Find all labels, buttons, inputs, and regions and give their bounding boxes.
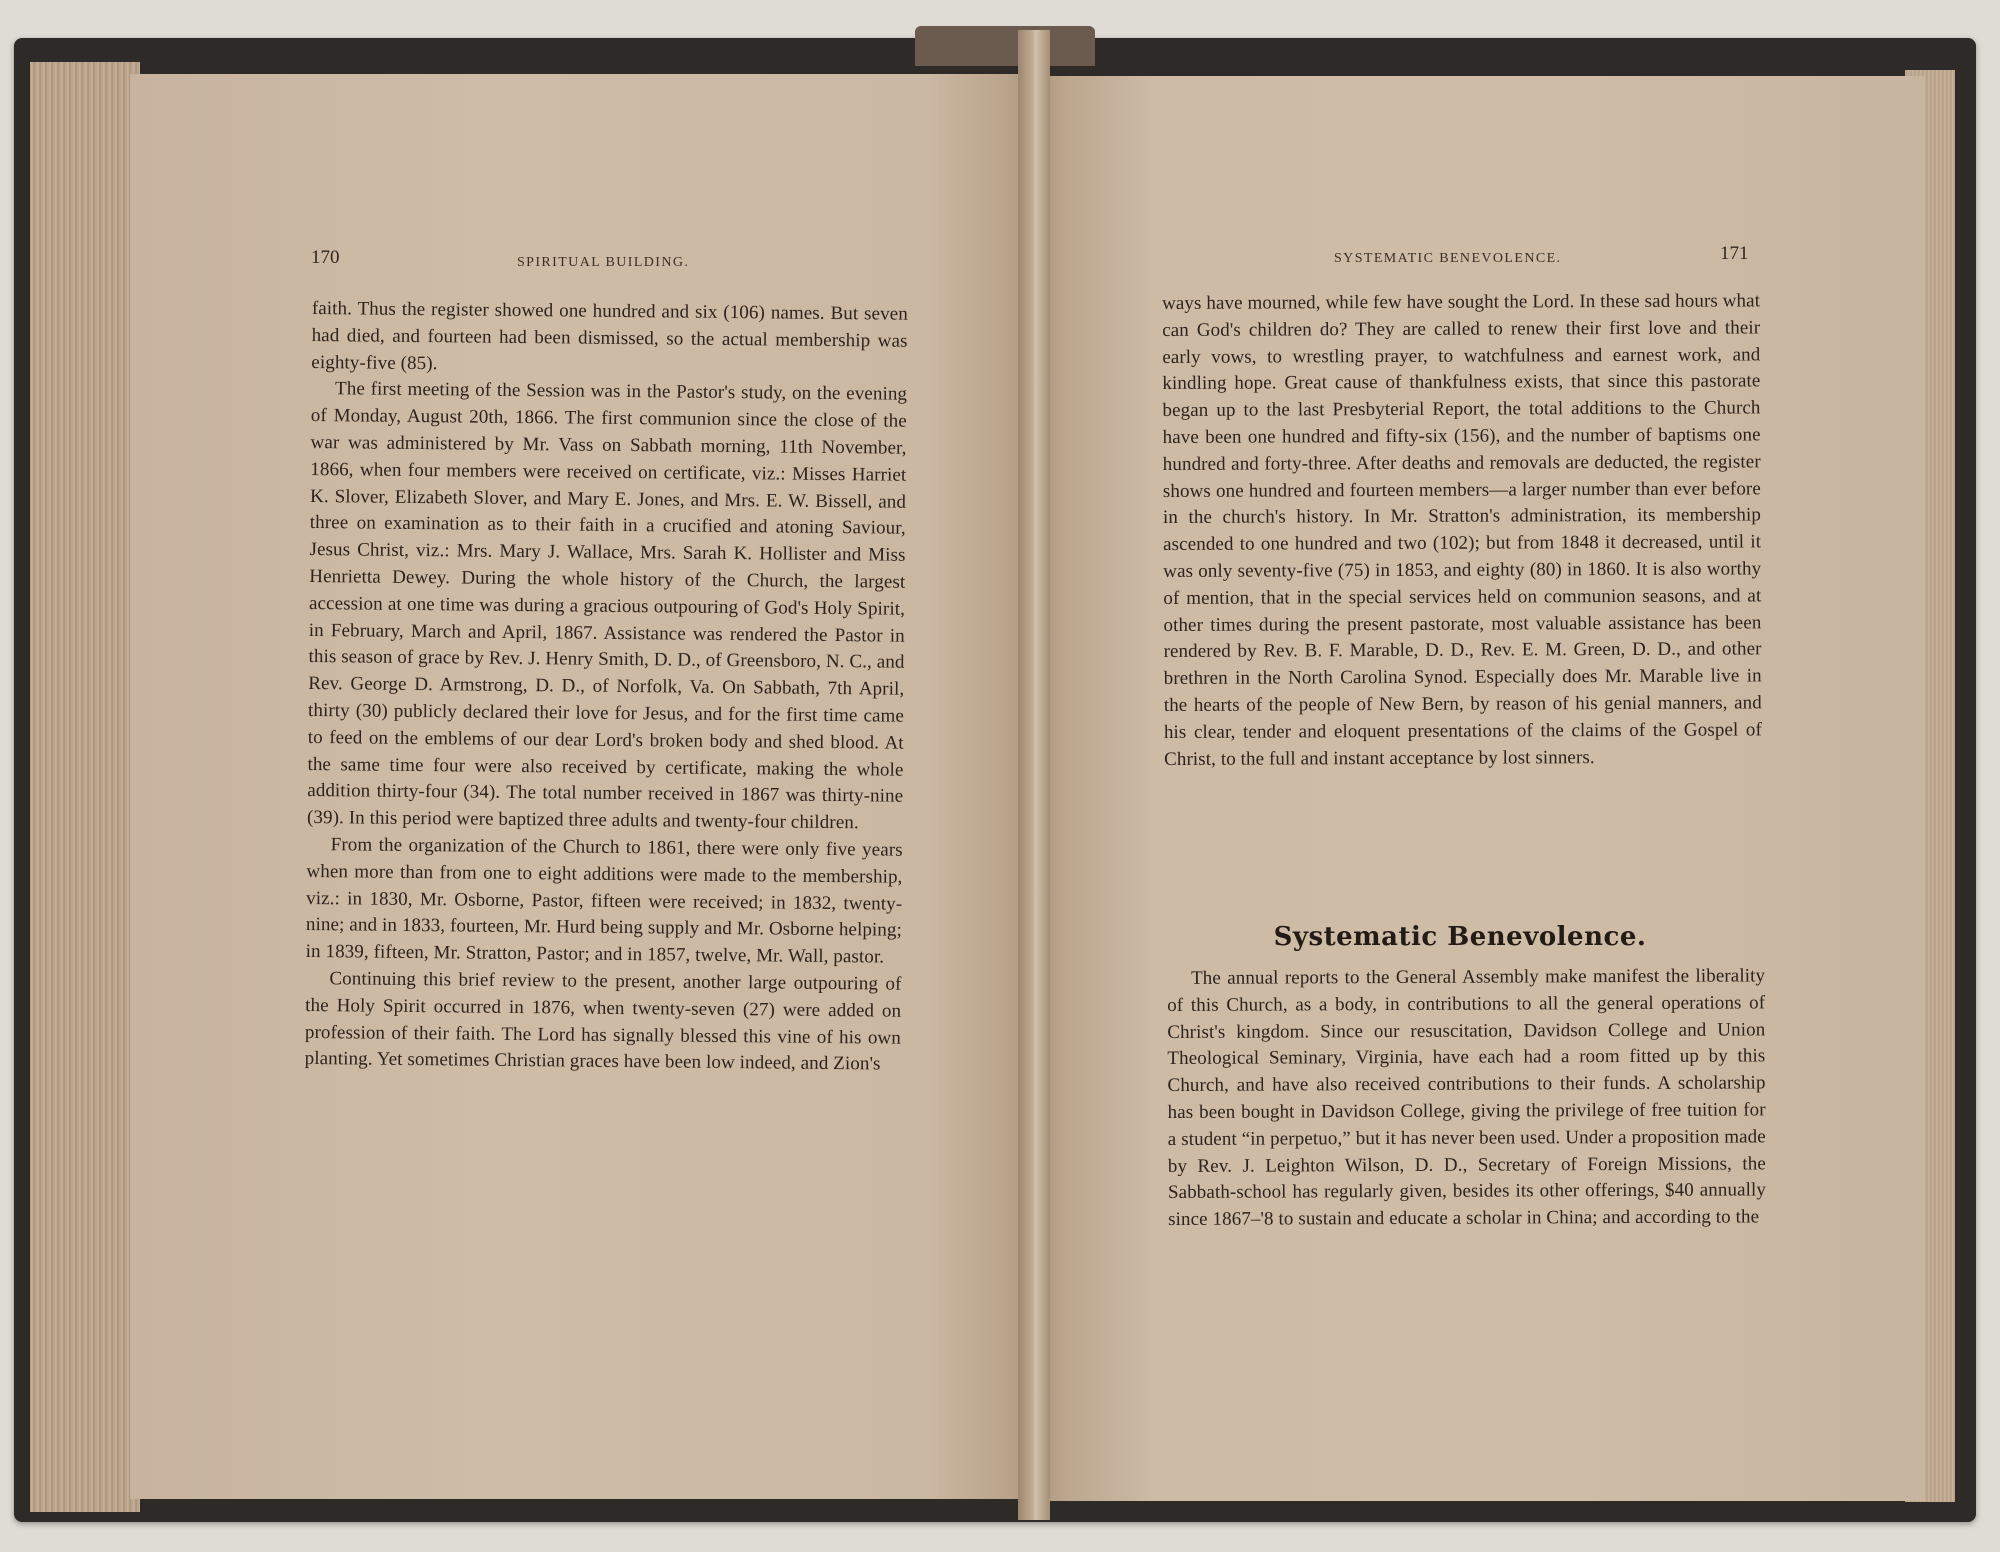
right-paragraph-2: The annual reports to the General Assembly make manifest the liberality of this Church, as a body, in contributions to all the general operations of Christ's kingdom. Since our resuscitation, Davidson College and Union Theological Seminary, Virginia, have each had a room fitted up by this Church, and have also received contributions to their funds. A scholarship has been bought in Davidson College, giving the privilege of free tuition for a student “in perpetuo,” but it has never been used. Under a proposition made by Rev. J. Leighton Wilson, D. D., Secretary of Foreign Missions, the Sabbath-school has regularly given, besides its other offerings, $40 annually since 1867–'8 to sustain and educate a scholar in China; and according to the [1167, 965, 1767, 1231]
right-page-text-bottom [1167, 963, 1766, 1234]
right-running-head: SYSTEMATIC BENEVOLENCE. [1334, 251, 1562, 266]
left-page-text [305, 296, 908, 1079]
right-page-text-top [1162, 288, 1762, 773]
left-paragraph-1: faith. Thus the register showed one hundred and six (106) names. But seven had died, and fourteen had been dismissed, so the actual membership was eighty-five (85). [311, 297, 908, 374]
left-paragraph-2: The first meeting of the Session was in the Pastor's study, on the evening of Monday, August 20th, 1866. The first communion since the close of the war was administered by Mr. Vass on Sabbath morning, 11th November, 1866, when four members were received on certificate, viz.: Misses Harriet K. Slover, Elizabeth Slover, and Mary E. Jones, and Mrs. E. W. Bissell, and three on examination as to their faith in a crucified and atoning Saviour, Jesus Christ, viz.: Mrs. Mary J. Wallace, Mrs. Sarah K. Hollister and Miss Henrietta Dewey. During the whole history of the Church, the largest accession at one time was during a gracious outpouring of God's Holy Spirit, in February, March and April, 1867. Assistance was rendered the Pastor in this season of grace by Rev. J. Henry Smith, D. D., of Greensboro, N. C., and Rev. George D. Armstrong, D. D., of Norfolk, Va. On Sabbath, 7th April, thirty (30) publicly declared their love for Jesus, and for the first time came to feed on the emblems of our dear Lord's broken body and shed blood. At the same time four were also received by certificate, making the whole addition thirty-four (34). The total number received in 1867 was thirty-nine (39). In this period were baptized three adults and twenty-four children. [306, 378, 908, 834]
left-paragraph-3: From the organization of the Church to 1861, there were only five years when more than from one to eight additions were made to the membership, viz.: in 1830, Mr. Osborne, Pastor, fifteen were received; in 1832, twenty-nine; and in 1833, fourteen, Mr. Hurd being supply and Mr. Osborne helping; in 1839, fifteen, Mr. Stratton, Pastor; and in 1857, twelve, Mr. Wall, pastor. [305, 834, 903, 968]
section-title: Systematic Benevolence. [1273, 922, 1647, 952]
left-running-head: SPIRITUAL BUILDING. [517, 255, 690, 270]
book-spine [915, 26, 1095, 66]
book-gutter [1018, 30, 1050, 1520]
left-paragraph-4: Continuing this brief review to the present, another large outpouring of the Holy Spirit occurred in 1876, when twenty-seven (27) were added on profession of their faith. The Lord has signally blessed this vine of his own planting. Yet sometimes Christian graces have been low indeed, and Zion's [304, 968, 902, 1075]
left-page-number: 170 [311, 247, 340, 268]
right-paragraph-1: ways have mourned, while few have sought the Lord. In these sad hours what can God's children do? They are called to renew their first love and their early vows, to wrestling prayer, to watchfulness and earnest work, and kindling hope. Great cause of thankfulness exists, that since this pastorate began up to the last Presbyterial Report, the total additions to the Church have been one hundred and fifty-six (156), and the number of baptisms one hundred and forty-three. After deaths and removals are deducted, the register shows one hundred and fourteen members—a larger number than ever before in the church's history. In Mr. Stratton's administration, its membership ascended to one hundred and two (102); but from 1848 it decreased, until it was only seventy-five (75) in 1853, and eighty (80) in 1860. It is also worthy of mention, that in the special services held on communion seasons, and at other times during the present pastorate, most valuable assistance has been rendered by Rev. B. F. Marable, D. D., Rev. E. M. Green, D. D., and other brethren in the North Carolina Synod. Especially does Mr. Marable live in the hearts of the people of New Bern, by reason of his genial manners, and his clear, tender and eloquent presentations of the claims of the Gospel of Christ, to the full and instant acceptance by lost sinners. [1162, 290, 1762, 770]
left-page-edges [30, 62, 140, 1512]
right-page-number: 171 [1720, 243, 1749, 264]
